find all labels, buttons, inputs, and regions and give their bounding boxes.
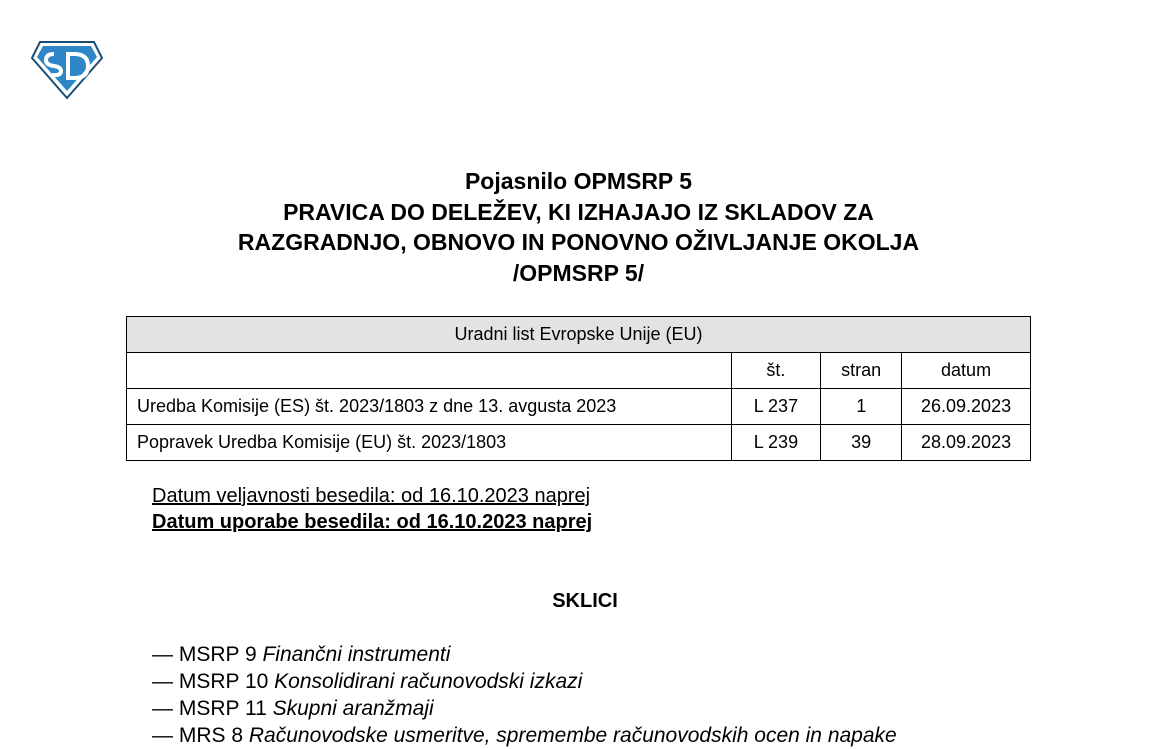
reference-standard: — MSRP 11: [152, 697, 273, 720]
journal-number: L 237: [731, 389, 821, 425]
regulation-name: Uredba Komisije (ES) št. 2023/1803 z dne 13. avgusta 2023: [127, 389, 732, 425]
reference-title: Finančni instrumenti: [262, 643, 451, 666]
validity-date: Datum veljavnosti besedila: od 16.10.2023 naprej: [152, 485, 591, 507]
table-header-row: [127, 353, 1031, 389]
title-line-2: PRAVICA DO DELEŽEV, KI IZHAJAJO IZ SKLADOV ZA: [283, 198, 874, 225]
header-cell-number: št.: [731, 353, 821, 389]
sd-logo: [30, 40, 104, 100]
journal-date: 28.09.2023: [902, 425, 1031, 461]
references-list: [152, 641, 897, 749]
header-cell-page: stran: [821, 353, 902, 389]
table-row: [127, 389, 1031, 425]
reference-title: Skupni aranžmaji: [272, 697, 434, 720]
references-heading: SKLICI: [552, 590, 618, 612]
table-row: [127, 425, 1031, 461]
reference-title: Konsolidirani računovodski izkazi: [274, 670, 583, 693]
validity-dates: [152, 483, 592, 535]
reference-standard: — MSRP 10: [152, 670, 275, 693]
reference-standard: — MSRP 9: [152, 643, 263, 666]
title-line-4: /OPMSRP 5/: [512, 259, 645, 286]
journal-date: 26.09.2023: [902, 389, 1031, 425]
list-item: [152, 668, 897, 695]
header-cell-empty: [127, 353, 732, 389]
reference-title: Računovodske usmeritve, spremembe računovodskih ocen in napake: [248, 724, 897, 747]
title-line-1: Pojasnilo OPMSRP 5: [464, 168, 693, 194]
official-journal-table: [126, 316, 1031, 461]
list-item: [152, 722, 897, 749]
table-caption: Uradni list Evropske Unije (EU): [127, 317, 1031, 353]
table-caption-row: [127, 317, 1031, 353]
reference-standard: — MRS 8: [152, 724, 249, 747]
journal-page: 1: [821, 389, 902, 425]
list-item: [152, 641, 897, 668]
title-line-3: RAZGRADNJO, OBNOVO IN PONOVNO OŽIVLJANJE OKOLJA: [237, 229, 920, 255]
regulation-name: Popravek Uredba Komisije (EU) št. 2023/1803: [127, 425, 732, 461]
header-cell-date: datum: [902, 353, 1031, 389]
journal-number: L 239: [731, 425, 821, 461]
document-title: [0, 166, 1157, 288]
journal-page: 39: [821, 425, 902, 461]
list-item: [152, 695, 897, 722]
application-date: Datum uporabe besedila: od 16.10.2023 naprej: [152, 511, 593, 533]
